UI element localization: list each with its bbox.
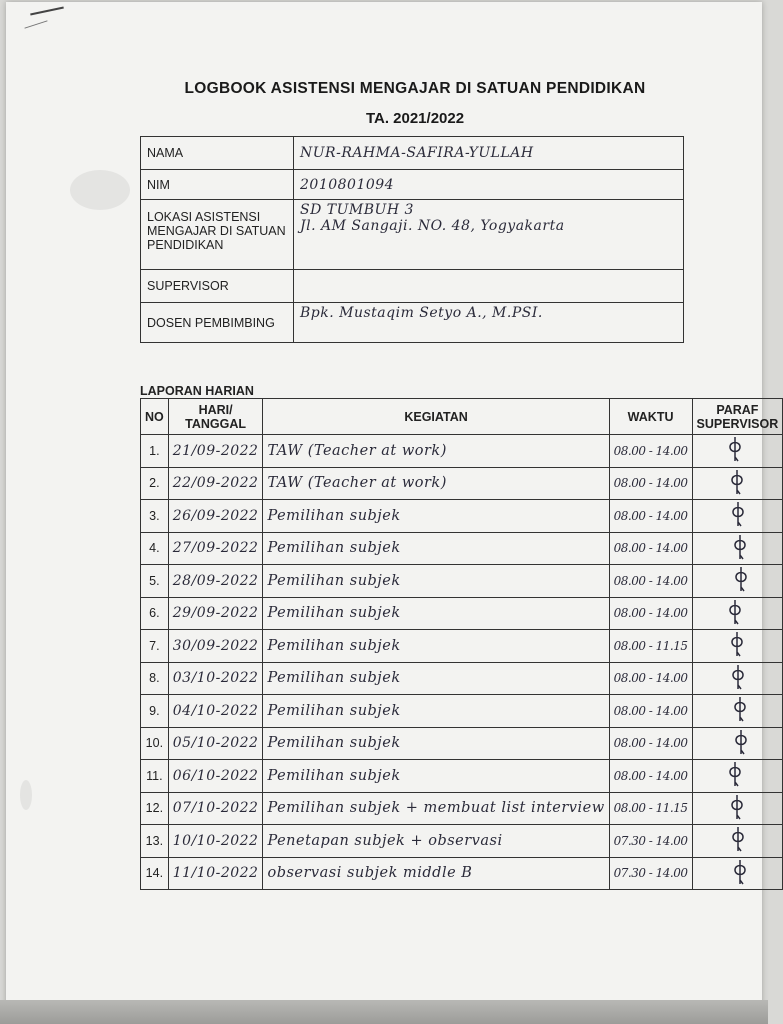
row-time: 08.00 - 14.00 xyxy=(609,760,692,793)
header-date: HARI/ TANGGAL xyxy=(168,399,263,435)
document-title: LOGBOOK ASISTENSI MENGAJAR DI SATUAN PENDIDIKAN xyxy=(184,80,646,97)
row-no: 9. xyxy=(141,695,169,728)
daily-report-table xyxy=(140,398,783,890)
signature-mark xyxy=(729,728,753,756)
header-activity: KEGIATAN xyxy=(263,399,609,435)
row-date: 03/10-2022 xyxy=(168,662,263,695)
table-row xyxy=(141,727,783,760)
row-no: 12. xyxy=(141,792,169,825)
row-date: 27/09-2022 xyxy=(168,532,263,565)
row-date: 11/10-2022 xyxy=(168,857,263,890)
row-activity: observasi subjek middle B xyxy=(263,857,609,890)
row-activity: Pemilihan subjek xyxy=(263,630,609,663)
row-activity: Pemilihan subjek xyxy=(263,500,609,533)
row-signature xyxy=(692,532,783,565)
table-row xyxy=(141,467,783,500)
row-signature xyxy=(692,727,783,760)
lokasi-line-2: Jl. AM Sangaji. NO. 48, Yogyakarta xyxy=(300,218,565,234)
signature-mark xyxy=(723,598,747,626)
desk-background xyxy=(0,1000,768,1024)
row-no: 1. xyxy=(141,435,169,468)
paper-smudge xyxy=(20,780,32,810)
row-signature xyxy=(692,792,783,825)
section-label: LAPORAN HARIAN xyxy=(140,384,254,398)
row-no: 2. xyxy=(141,467,169,500)
row-signature xyxy=(692,630,783,663)
row-date: 22/09-2022 xyxy=(168,467,263,500)
dosen-label: DOSEN PEMBIMBING xyxy=(141,303,294,343)
supervisor-label: SUPERVISOR xyxy=(141,270,294,303)
lokasi-label: LOKASI ASISTENSI MENGAJAR DI SATUAN PENDIDIKAN xyxy=(141,200,294,270)
row-date: 10/10-2022 xyxy=(168,825,263,858)
row-time: 08.00 - 11.15 xyxy=(609,630,692,663)
row-signature xyxy=(692,825,783,858)
nim-label: NIM xyxy=(141,170,294,200)
lokasi-value xyxy=(294,200,684,270)
row-no: 14. xyxy=(141,857,169,890)
row-time: 08.00 - 14.00 xyxy=(609,435,692,468)
row-activity: Pemilihan subjek xyxy=(263,695,609,728)
row-activity: Pemilihan subjek xyxy=(263,760,609,793)
row-no: 10. xyxy=(141,727,169,760)
row-activity: TAW (Teacher at work) xyxy=(263,435,609,468)
table-row xyxy=(141,760,783,793)
dosen-value: Bpk. Mustaqim Setyo A., M.PSI. xyxy=(294,303,684,343)
identity-table xyxy=(140,136,684,343)
row-time: 07.30 - 14.00 xyxy=(609,857,692,890)
row-activity: TAW (Teacher at work) xyxy=(263,467,609,500)
nim-value: 2010801094 xyxy=(294,170,684,200)
row-no: 3. xyxy=(141,500,169,533)
row-time: 08.00 - 14.00 xyxy=(609,695,692,728)
row-activity: Pemilihan subjek + membuat list interview xyxy=(263,792,609,825)
table-row xyxy=(141,565,783,598)
signature-mark xyxy=(725,468,749,496)
table-row xyxy=(141,532,783,565)
signature-mark xyxy=(725,630,749,658)
table-row xyxy=(141,662,783,695)
row-date: 29/09-2022 xyxy=(168,597,263,630)
signature-mark xyxy=(728,695,752,723)
row-activity: Pemilihan subjek xyxy=(263,565,609,598)
signature-mark xyxy=(725,793,749,821)
row-no: 6. xyxy=(141,597,169,630)
row-signature xyxy=(692,597,783,630)
paper-smudge xyxy=(70,170,130,210)
row-signature xyxy=(692,565,783,598)
lokasi-line-1: SD TUMBUH 3 xyxy=(300,202,414,218)
row-no: 5. xyxy=(141,565,169,598)
signature-mark xyxy=(723,760,747,788)
row-time: 08.00 - 11.15 xyxy=(609,792,692,825)
row-time: 08.00 - 14.00 xyxy=(609,500,692,533)
header-sign: PARAF SUPERVISOR xyxy=(692,399,783,435)
document-subtitle: TA. 2021/2022 xyxy=(365,110,465,127)
row-no: 13. xyxy=(141,825,169,858)
row-signature xyxy=(692,467,783,500)
row-signature xyxy=(692,857,783,890)
row-signature xyxy=(692,500,783,533)
table-row xyxy=(141,695,783,728)
row-date: 06/10-2022 xyxy=(168,760,263,793)
row-date: 04/10-2022 xyxy=(168,695,263,728)
table-row xyxy=(141,857,783,890)
row-no: 7. xyxy=(141,630,169,663)
row-signature xyxy=(692,760,783,793)
row-activity: Pemilihan subjek xyxy=(263,662,609,695)
table-row xyxy=(141,792,783,825)
header-no: NO xyxy=(141,399,169,435)
signature-mark xyxy=(726,663,750,691)
signature-mark xyxy=(726,500,750,528)
table-row xyxy=(141,500,783,533)
signature-mark xyxy=(728,858,752,886)
row-no: 11. xyxy=(141,760,169,793)
row-time: 08.00 - 14.00 xyxy=(609,467,692,500)
row-date: 26/09-2022 xyxy=(168,500,263,533)
row-activity: Pemilihan subjek xyxy=(263,532,609,565)
signature-mark xyxy=(729,565,753,593)
row-date: 07/10-2022 xyxy=(168,792,263,825)
table-row xyxy=(141,597,783,630)
signature-mark xyxy=(726,825,750,853)
row-time: 07.30 - 14.00 xyxy=(609,825,692,858)
row-time: 08.00 - 14.00 xyxy=(609,727,692,760)
row-no: 4. xyxy=(141,532,169,565)
row-signature xyxy=(692,695,783,728)
row-signature xyxy=(692,435,783,468)
table-row xyxy=(141,435,783,468)
nama-label: NAMA xyxy=(141,137,294,170)
row-time: 08.00 - 14.00 xyxy=(609,565,692,598)
row-date: 05/10-2022 xyxy=(168,727,263,760)
row-activity: Penetapan subjek + observasi xyxy=(263,825,609,858)
table-row xyxy=(141,630,783,663)
row-date: 28/09-2022 xyxy=(168,565,263,598)
row-date: 21/09-2022 xyxy=(168,435,263,468)
header-time: WAKTU xyxy=(609,399,692,435)
row-time: 08.00 - 14.00 xyxy=(609,662,692,695)
row-no: 8. xyxy=(141,662,169,695)
signature-mark xyxy=(723,435,747,463)
row-time: 08.00 - 14.00 xyxy=(609,532,692,565)
signature-mark xyxy=(728,533,752,561)
table-row xyxy=(141,825,783,858)
row-signature xyxy=(692,662,783,695)
supervisor-value xyxy=(294,270,684,303)
row-activity: Pemilihan subjek xyxy=(263,727,609,760)
row-activity: Pemilihan subjek xyxy=(263,597,609,630)
row-date: 30/09-2022 xyxy=(168,630,263,663)
nama-value: NUR-RAHMA-SAFIRA-YULLAH xyxy=(294,137,684,170)
row-time: 08.00 - 14.00 xyxy=(609,597,692,630)
